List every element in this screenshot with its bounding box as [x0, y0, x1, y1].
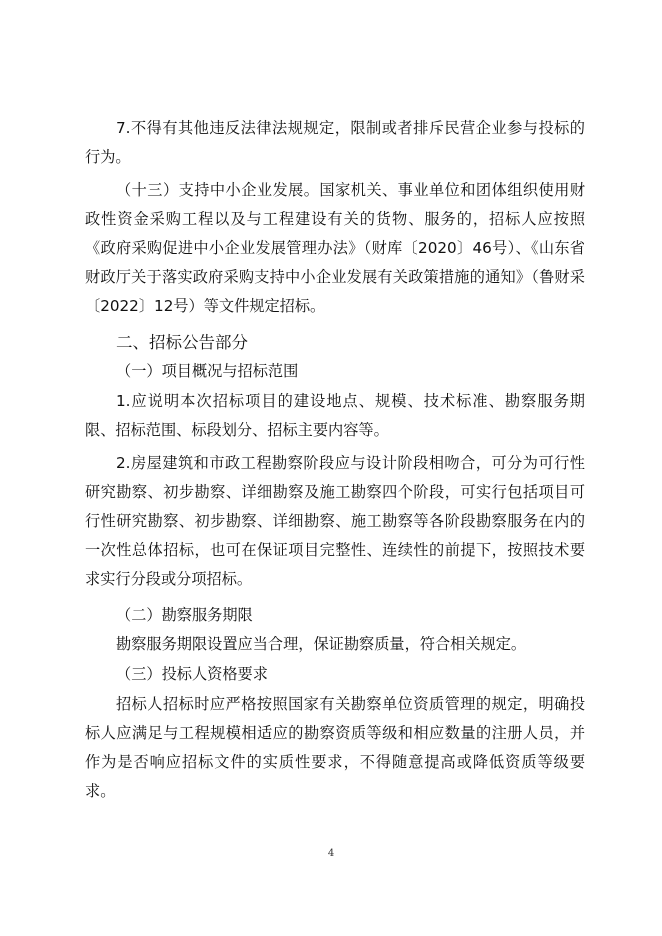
paragraph-sme-support: （十三）支持中小企业发展。国家机关、事业单位和团体组织使用财政性资金采购工程以及与工程建设有关的货物、服务的，招标人应按照《政府采购促进中小企业发展管理办法》（财库〔2020〕46号）、《山东省财政厅关于落实政府采购支持中小企业发展有关政策措施的通知》（鲁财采〔2022〕12号）等文件规定招标。	[85, 181, 585, 315]
paragraph-item-7: 7.不得有其他违反法律法规规定，限制或者排斥民营企业参与投标的行为。	[85, 119, 585, 166]
paragraph-survey-stages: 2.房屋建筑和市政工程勘察阶段应与设计阶段相吻合，可分为可行性研究勘察、初步勘察、详细勘察及施工勘察四个阶段，可实行包括项目可行性研究勘察、初步勘察、详细勘察、施工勘察等各阶段勘察服务在内的一次性总体招标，也可在保证项目完整性、连续性的前提下，按照技术要求实行分段或分项招标。	[85, 454, 585, 588]
page-number: 4	[327, 848, 335, 859]
paragraph-bidder-qualification: 招标人招标时应严格按照国家有关勘察单位资质管理的规定，明确投标人应满足与工程规模相适应的勘察资质等级和相应数量的注册人员，并作为是否响应招标文件的实质性要求，不得随意提高或降低资质等级要求。	[85, 695, 585, 800]
section-heading: 二、招标公告部分	[116, 333, 248, 352]
paragraph-project-overview: 1.应说明本次招标项目的建设地点、规模、技术标准、勘察服务期限、招标范围、标段划分、招标主要内容等。	[85, 392, 585, 439]
subsection-1-title: （一）项目概况与招标范围	[116, 362, 299, 380]
subsection-3-title: （三）投标人资格要求	[116, 665, 268, 683]
paragraph-service-period: 勘察服务期限设置应当合理，保证勘察质量，符合相关规定。	[116, 635, 527, 653]
subsection-2-title: （二）勘察服务期限	[116, 606, 253, 624]
